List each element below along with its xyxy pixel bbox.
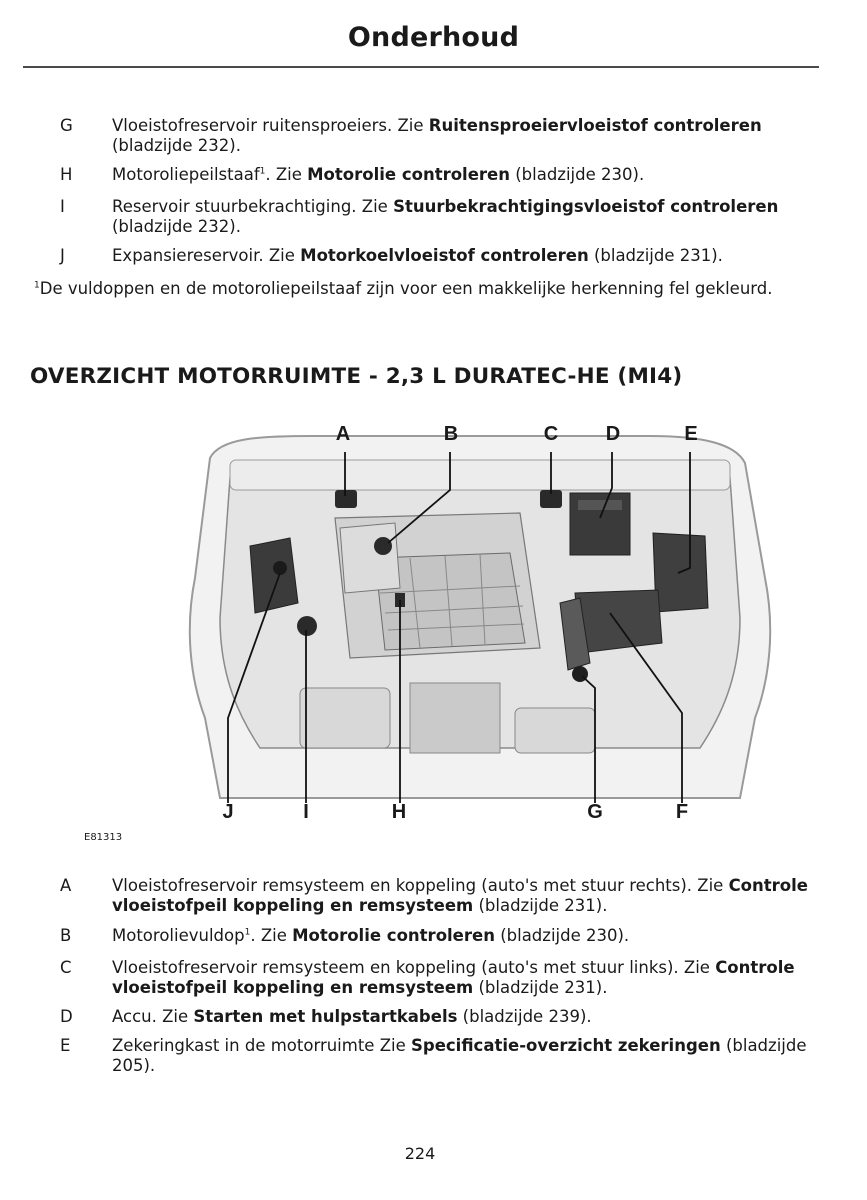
entry-text: Zekeringkast in de motorruimte Zie Specificatie-overzicht zekeringen (bladzijde 205). bbox=[112, 1036, 807, 1075]
entry-letter: C bbox=[60, 958, 72, 977]
callout-label: I bbox=[303, 801, 309, 823]
entry-text: Vloeistofreservoir remsysteem en koppeling (auto's met stuur links). Zie Controle vloeistofpeil koppeling en remsysteem (bladzijde 231). bbox=[112, 958, 795, 997]
entry-text: Motoroliepeilstaaf$^1$. Zie Motorolie controleren (bladzijde 230). bbox=[112, 165, 645, 184]
entry-letter: J bbox=[60, 246, 65, 265]
footnote-marker: 1 bbox=[259, 166, 266, 177]
callout-label: B bbox=[443, 423, 459, 445]
section-title: OVERZICHT MOTORRUIMTE - 2,3 L DURATEC-HE (MI4) bbox=[30, 364, 683, 389]
footnote: $^1$De vuldoppen en de motoroliepeilstaaf zijn voor een makkelijke herkenning fel gekleurd. bbox=[34, 279, 773, 298]
figure-code: E81313 bbox=[84, 832, 123, 843]
entry-text: Accu. Zie Starten met hulpstartkabels (bladzijde 239). bbox=[112, 1007, 592, 1026]
entry-text: Vloeistofreservoir remsysteem en koppeling (auto's met stuur rechts). Zie Controle vloeistofpeil koppeling en remsysteem (bladzijde 231). bbox=[112, 876, 808, 915]
engine-bay-illustration bbox=[180, 418, 780, 828]
callout-label: D bbox=[605, 423, 621, 445]
callout-label: A bbox=[335, 423, 351, 445]
entry-letter: G bbox=[60, 116, 73, 135]
entry-letter: B bbox=[60, 926, 72, 945]
page-header-title: Onderhoud bbox=[347, 22, 520, 53]
entry-letter: H bbox=[60, 165, 73, 184]
entry-letter: D bbox=[60, 1007, 73, 1026]
entry-letter: A bbox=[60, 876, 72, 895]
entry-text: Reservoir stuurbekrachtiging. Zie Stuurbekrachtigingsvloeistof controleren (bladzijde 232). bbox=[112, 197, 779, 236]
callout-label: J bbox=[222, 801, 234, 823]
entry-text: Vloeistofreservoir ruitensproeiers. Zie Ruitensproeiervloeistof controleren (bladzijde 232). bbox=[112, 116, 762, 155]
page-number: 224 bbox=[404, 1144, 436, 1163]
entry-letter: I bbox=[60, 197, 65, 216]
callout-label: H bbox=[391, 801, 407, 823]
callout-label: F bbox=[675, 801, 689, 823]
entry-text: Expansiereservoir. Zie Motorkoelvloeistof controleren (bladzijde 231). bbox=[112, 246, 723, 265]
header-rule bbox=[23, 66, 819, 68]
callout-label: G bbox=[587, 801, 603, 823]
callout-label: C bbox=[543, 423, 559, 445]
footnote-marker: 1 bbox=[244, 927, 251, 938]
footnote-marker: 1 bbox=[34, 280, 40, 291]
callout-label: E bbox=[684, 423, 698, 445]
entry-letter: E bbox=[60, 1036, 71, 1055]
entry-text: Motorolievuldop$^1$. Zie Motorolie controleren (bladzijde 230). bbox=[112, 926, 630, 945]
